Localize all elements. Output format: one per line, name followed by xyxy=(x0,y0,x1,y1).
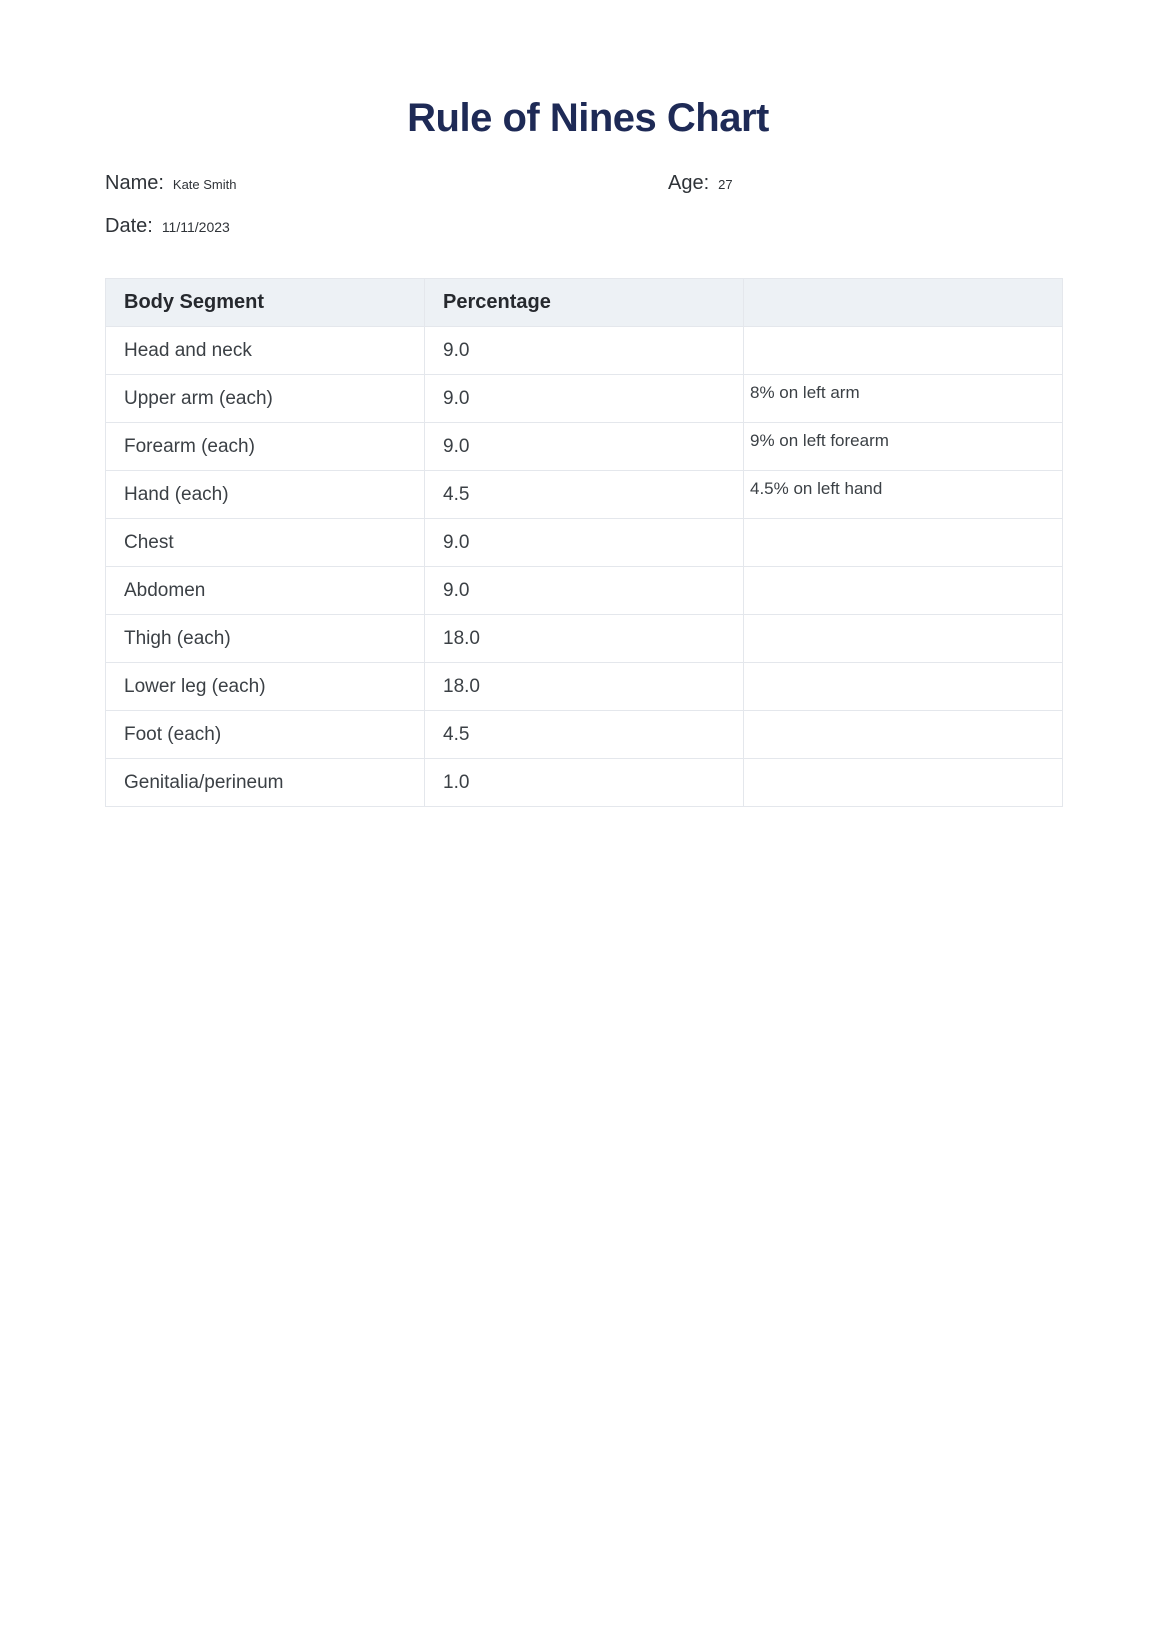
percentage-cell: 9.0 xyxy=(425,327,744,375)
percentage-cell: 9.0 xyxy=(425,567,744,615)
note-cell xyxy=(744,759,1063,807)
percentage-cell: 9.0 xyxy=(425,375,744,423)
name-value: Kate Smith xyxy=(172,177,237,192)
note-cell xyxy=(744,711,1063,759)
segment-cell: Genitalia/perineum xyxy=(106,759,425,807)
table-row xyxy=(106,519,1063,567)
segment-cell: Head and neck xyxy=(106,327,425,375)
table-row xyxy=(106,663,1063,711)
age-field xyxy=(668,172,733,195)
segment-cell: Hand (each) xyxy=(106,471,425,519)
percentage-cell: 4.5 xyxy=(425,471,744,519)
note-cell xyxy=(744,567,1063,615)
note-cell: 4.5% on left hand xyxy=(744,471,1063,519)
percentage-cell: 18.0 xyxy=(425,615,744,663)
table-row xyxy=(106,327,1063,375)
date-label: Date: xyxy=(105,215,153,237)
age-label: Age: xyxy=(668,172,710,194)
table-row xyxy=(106,615,1063,663)
percentage-cell: 1.0 xyxy=(425,759,744,807)
percentage-cell: 9.0 xyxy=(425,423,744,471)
header-body-segment: Body Segment xyxy=(106,279,425,327)
segment-cell: Chest xyxy=(106,519,425,567)
page-title: Rule of Nines Chart xyxy=(407,96,769,140)
table-body xyxy=(106,327,1063,807)
note-cell xyxy=(744,327,1063,375)
note-cell xyxy=(744,519,1063,567)
table-row xyxy=(106,759,1063,807)
table-row xyxy=(106,567,1063,615)
table-row xyxy=(106,375,1063,423)
table-row xyxy=(106,423,1063,471)
segment-cell: Thigh (each) xyxy=(106,615,425,663)
name-field xyxy=(105,172,237,195)
segment-cell: Upper arm (each) xyxy=(106,375,425,423)
header-notes xyxy=(744,279,1063,327)
segment-cell: Lower leg (each) xyxy=(106,663,425,711)
segment-cell: Abdomen xyxy=(106,567,425,615)
note-cell xyxy=(744,615,1063,663)
note-cell: 8% on left arm xyxy=(744,375,1063,423)
header-percentage: Percentage xyxy=(425,279,744,327)
rule-of-nines-table xyxy=(105,278,1063,807)
note-cell: 9% on left forearm xyxy=(744,423,1063,471)
percentage-cell: 18.0 xyxy=(425,663,744,711)
table-row xyxy=(106,711,1063,759)
name-label: Name: xyxy=(105,172,164,194)
segment-cell: Forearm (each) xyxy=(106,423,425,471)
note-cell xyxy=(744,663,1063,711)
table-row xyxy=(106,471,1063,519)
date-value: 11/11/2023 xyxy=(161,219,230,235)
table-header-row xyxy=(106,279,1063,327)
age-value: 27 xyxy=(718,177,733,192)
percentage-cell: 4.5 xyxy=(425,711,744,759)
percentage-cell: 9.0 xyxy=(425,519,744,567)
date-field xyxy=(105,215,230,238)
table-header xyxy=(106,279,1063,327)
segment-cell: Foot (each) xyxy=(106,711,425,759)
